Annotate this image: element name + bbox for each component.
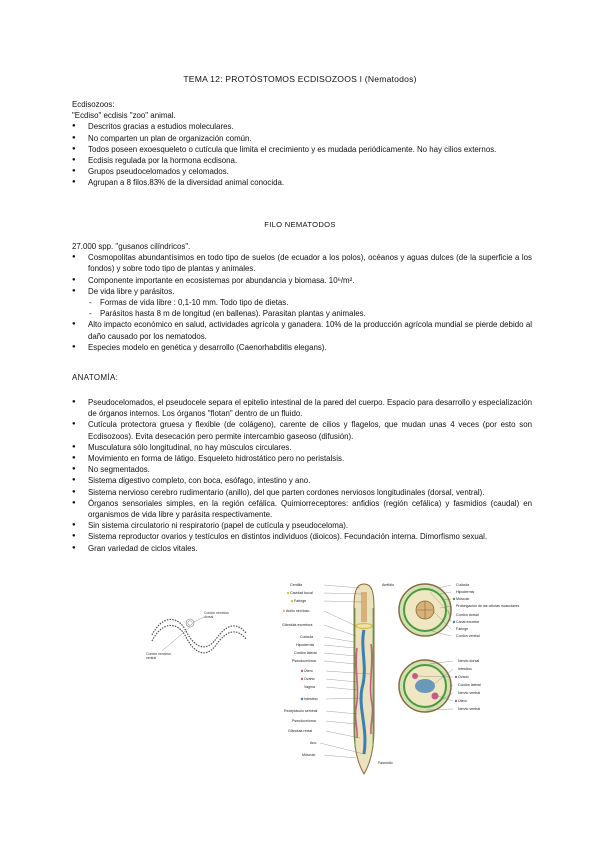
list-item: ● Órganos sensoriales simples, en la región cefálica. Quimiorreceptores: anfidios (región cefálica) y fasmidios (caudal) en organismos de vida libre y parásita respectivamente. xyxy=(72,498,532,520)
list-item: ● Especies modelo en genética y desarrollo (Caenorhabditis elegans). xyxy=(72,342,532,353)
ecdisozoos-etymology: "Ecdiso" ecdisis "zoo" animal. xyxy=(72,111,176,121)
marker xyxy=(455,700,457,702)
label-left: Faringe xyxy=(294,599,307,603)
anatomia-section xyxy=(72,397,532,554)
label-left: Pseudoceloma xyxy=(292,659,316,663)
list-item: ● No segmentados. xyxy=(72,464,532,475)
list-item: ● Sistema reproductor ovarios y testículos en distintos individuos (dioicos). Fecundación interna. Dimorfismo sexual. xyxy=(72,531,532,542)
label-right-bottom: Nervio dorsal xyxy=(458,659,480,663)
marker xyxy=(287,592,289,594)
label-right-bottom: Cordón lateral xyxy=(458,683,481,687)
ecdisozoos-list xyxy=(72,121,532,188)
filo-list xyxy=(72,252,532,353)
label-right-top: Cordón dorsal xyxy=(456,613,479,617)
list-item: ● Agrupan a 8 filos.83% de la diversidad animal conocida. xyxy=(72,177,532,188)
label-left: Ovario xyxy=(304,677,315,681)
label-right-bottom: Nervio ventral xyxy=(458,707,481,711)
cross-section-bottom xyxy=(399,660,451,712)
label-left: Glándula rectal xyxy=(288,729,313,733)
left-labels-group xyxy=(282,583,318,757)
list-item: ● Todos poseen exoesqueleto o cutícula que limita el crecimiento y es mudada periódicamente. No hay cilios externos. xyxy=(72,144,532,155)
label-left: Cerdilla xyxy=(290,583,303,587)
nematode-body-outline xyxy=(152,619,246,646)
label-left: Vagina xyxy=(304,685,315,689)
list-item: ● Musculatura sólo longitudinal, no hay músculos circulares. xyxy=(72,442,532,453)
marker xyxy=(453,621,455,623)
list-item: ● Sin sistema circulatorio ni respiratorio (papel de cutícula y pseudoceloma). xyxy=(72,520,532,531)
list-item: ● Alto impacto económico en salud, actividades agrícola y ganadera. 10% de la producción agrícola mundial se pierde debido al daño causado por los nematodos. xyxy=(72,319,532,341)
label-left: Útero xyxy=(304,669,313,673)
page-title: TEMA 12: PROTÓSTOMOS ECDISOZOOS I (Nematodos) xyxy=(183,74,417,84)
nematode-body-outline-2 xyxy=(152,625,246,652)
cross-section-intestine xyxy=(415,679,435,693)
cross-section-circle xyxy=(186,619,194,627)
label-right-bottom: Ovario xyxy=(458,675,469,679)
label-left: Hipodermis xyxy=(296,643,315,647)
pharynx-shape xyxy=(361,592,367,622)
pointer-line xyxy=(194,617,204,622)
label-ventral: ventral xyxy=(146,656,157,660)
ecdisozoos-heading: Ecdisozoos: xyxy=(72,100,115,109)
label-left: Cavidad bucal xyxy=(290,591,313,595)
marker xyxy=(283,610,285,612)
nematode-anatomy-figure xyxy=(280,578,540,778)
label-right-top: Cutícula xyxy=(456,583,470,587)
label-bottom-phasmid: Fasmidio xyxy=(378,761,393,765)
marker xyxy=(455,676,457,678)
label-right-top: Canal excretor xyxy=(456,620,480,624)
cross-section-top xyxy=(399,584,451,636)
list-item: ● Cutícula protectora gruesa y flexible (de colágeno), carente de cilios y flagelos, que mudan unas 4 veces (por esto son Ecdisozoos). Evita desecación pero permite intercambio gaseoso (difusión). xyxy=(72,419,532,441)
label-left: Cutícula xyxy=(300,635,314,639)
filo-intro: 27.000 spp. "gusanos cilíndricos". xyxy=(72,242,191,251)
marker xyxy=(301,698,303,700)
list-item: ● Descritos gracias a estudios moleculares. xyxy=(72,121,532,132)
anatomia-heading: ANATOMÍA: xyxy=(72,373,119,382)
pointer-line xyxy=(162,627,190,651)
list-item: ● Movimiento en forma de látigo. Esqueleto hidrostático pero no peristalsis. xyxy=(72,453,532,464)
list-item: ● De vida libre y parásitos. xyxy=(72,286,532,297)
label-right-top: Prolongación de las células musculares xyxy=(456,604,520,608)
marker xyxy=(301,678,303,680)
ecdisozoos-section xyxy=(72,99,532,189)
filo-section xyxy=(72,241,532,353)
label-dorsal: dorsal xyxy=(204,615,214,619)
label-right-bottom: Nervio ventral xyxy=(458,691,481,695)
marker xyxy=(291,600,293,602)
anatomia-list xyxy=(72,397,532,554)
marker xyxy=(301,670,303,672)
label-dorsal-cord: Cordón nervioso xyxy=(204,611,229,615)
label-left: Anillo nervioso xyxy=(286,609,310,613)
label-right-top: Hipodermis xyxy=(456,590,475,594)
label-top-amphid: Amfidio xyxy=(382,583,394,587)
label-ventral-cord: Cordón nervioso xyxy=(146,652,171,656)
label-left: Pseudoceloma xyxy=(292,719,316,723)
marker xyxy=(453,598,455,600)
list-item: ● Pseudocelomados, el pseudocele separa el epitelio intestinal de la pared del cuerpo. Espacio para desarrollo y especialización de órganos internos. Los órganos "flotan" dentro de un fluido. xyxy=(72,397,532,419)
list-item: ● Grupos pseudocelomados y celomados. xyxy=(72,166,532,177)
label-left: Ano xyxy=(310,741,317,745)
label-right-bottom: Útero xyxy=(458,699,467,703)
list-item: ● Ecdisis regulada por la hormona ecdisona. xyxy=(72,155,532,166)
label-right-top: Músculo xyxy=(456,597,470,601)
cross-section-inner xyxy=(188,621,192,625)
sub-list-item: - Formas de vida libre : 0,1-10 mm. Todo tipo de dietas. xyxy=(72,297,532,308)
label-left: Músculo xyxy=(302,753,316,757)
list-item: ● Gran variedad de ciclos vitales. xyxy=(72,543,532,554)
list-item: ● Componente importante en ecosistemas por abundancia y biomasa. 10⁶/m². xyxy=(72,275,532,286)
list-item: ● No comparten un plan de organización común. xyxy=(72,133,532,144)
label-left: Glándula excretora xyxy=(282,623,313,627)
cross-section-ovary xyxy=(412,673,418,679)
label-right-top: Cordón ventral xyxy=(456,634,480,638)
list-item: ● Sistema nervioso cerebro rudimentario (anillo), del que parten cordones nerviosos longitudinales (dorsal, ventral). xyxy=(72,487,532,498)
label-left: Intestino xyxy=(304,697,318,701)
label-left: Receptáculo seminal xyxy=(284,709,318,713)
filo-heading: FILO NEMATODOS xyxy=(264,220,336,229)
label-right-top: Faringe xyxy=(456,627,469,631)
label-right-bottom: Intestino xyxy=(458,667,472,671)
list-item: ● Cosmopolitas abundantísimos en todo tipo de suelos (de ecuador a los polos), océanos y aguas dulces (de la superficie a los fondos) y sobre todo tipo de plantas y animales. xyxy=(72,252,532,274)
cross-section-uterus xyxy=(432,693,439,700)
label-left: Cordón lateral xyxy=(294,651,317,655)
sub-list-item: - Parásitos hasta 8 m de longitud (en ballenas). Parasitan plantas y animales. xyxy=(72,308,532,319)
nematode-sketch-figure xyxy=(140,603,260,668)
list-item: ● Sistema digestivo completo, con boca, esófago, intestino y ano. xyxy=(72,475,532,486)
